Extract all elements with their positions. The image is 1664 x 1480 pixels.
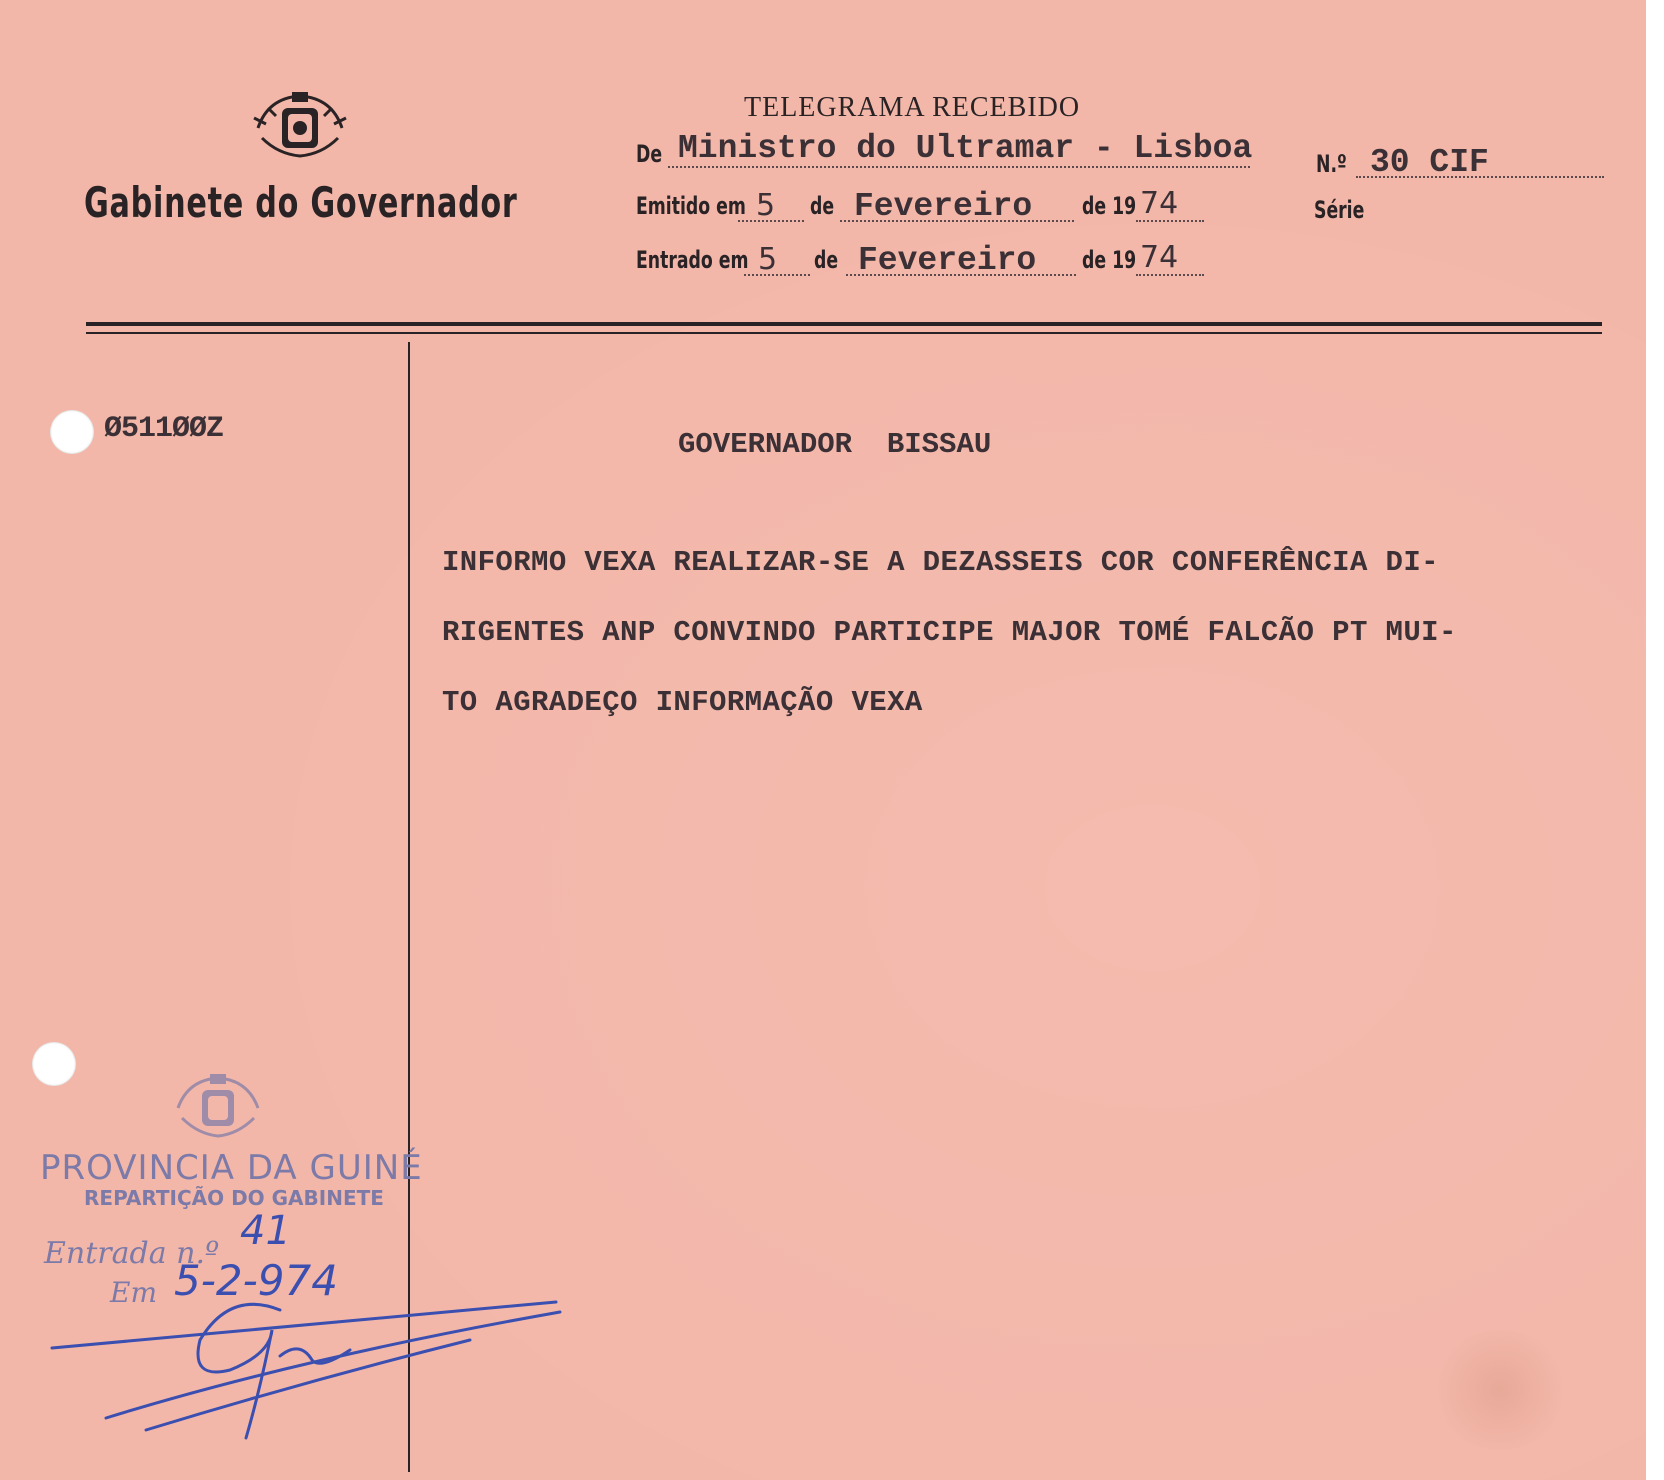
- stamp-entry-number: 41: [240, 1208, 291, 1254]
- office-name: Gabinete do Governador: [84, 178, 518, 227]
- document-title: TELEGRAMA RECEBIDO: [744, 92, 1081, 123]
- issued-month: Fevereiro: [854, 188, 1033, 225]
- issued-year-prefix: de 19: [1082, 192, 1137, 220]
- from-label: De: [636, 140, 663, 168]
- message-reference: Ø511ØØZ: [104, 412, 224, 446]
- issued-of-label: de: [810, 192, 835, 220]
- received-day-dotted-line: [744, 274, 810, 276]
- issued-year-dotted-line: [1136, 220, 1204, 222]
- message-line-2: RIGENTES ANP CONVINDO PARTICIPE MAJOR TOMÉ FALCÃO PT MUI-: [442, 616, 1457, 649]
- issued-day-dotted-line: [738, 220, 804, 222]
- received-month: Fevereiro: [858, 242, 1037, 279]
- received-year-dotted-line: [1136, 274, 1204, 276]
- paper-stain: [1430, 1330, 1570, 1450]
- stamp-date-value: 5-2-974: [174, 1256, 338, 1305]
- message-line-3: TO AGRADEÇO INFORMAÇÃO VEXA: [442, 686, 923, 719]
- punch-hole-top: [50, 410, 94, 454]
- from-dotted-line: [668, 166, 1250, 168]
- series-label: Série: [1314, 196, 1365, 224]
- header-rule-thin: [86, 332, 1602, 334]
- stamp-department: REPARTIÇÃO DO GABINETE: [84, 1186, 384, 1210]
- from-value: Ministro do Ultramar - Lisboa: [678, 130, 1253, 167]
- issued-year-suffix: 74: [1140, 186, 1179, 221]
- received-day: 5: [758, 242, 778, 277]
- header-rule-thick: [86, 322, 1602, 326]
- issued-month-dotted-line: [840, 220, 1074, 222]
- received-month-dotted-line: [846, 274, 1076, 276]
- number-dotted-line: [1356, 176, 1604, 178]
- stamp-province: PROVINCIA DA GUINÉ: [40, 1148, 423, 1188]
- stamp-entry-label: Entrada n.º: [44, 1236, 220, 1271]
- number-label: N.º: [1316, 150, 1347, 178]
- number-value: 30 CIF: [1370, 144, 1489, 181]
- stamp-crest-icon: [170, 1070, 266, 1142]
- coat-of-arms-icon: [248, 88, 352, 162]
- stamp-date-label: Em: [110, 1276, 157, 1309]
- received-year-suffix: 74: [1140, 240, 1179, 275]
- message-line-1: INFORMO VEXA REALIZAR-SE A DEZASSEIS COR CONFERÊNCIA DI-: [442, 546, 1439, 579]
- signature-mark: [50, 1270, 570, 1450]
- scan-edge: [1646, 0, 1664, 1480]
- received-of-label: de: [814, 246, 839, 274]
- message-addressee: GOVERNADOR BISSAU: [678, 428, 992, 461]
- received-label: Entrado em: [636, 246, 749, 274]
- received-year-prefix: de 19: [1082, 246, 1137, 274]
- punch-hole-bottom: [32, 1042, 76, 1086]
- issued-day: 5: [756, 188, 776, 223]
- issued-label: Emitido em: [636, 192, 746, 220]
